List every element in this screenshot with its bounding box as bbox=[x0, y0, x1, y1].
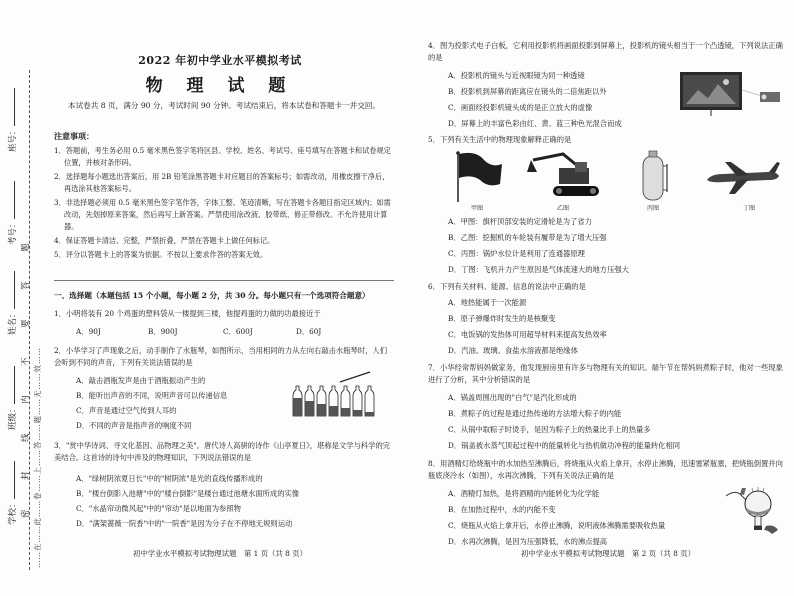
q3-option-d: D．"满架蔷薇一院香"中的"一院香"是因为分子在不停地无规则运动 bbox=[76, 519, 293, 528]
seal-word: 要 bbox=[21, 318, 31, 328]
q5-option-d: D．丁图：飞机升力产生原因是气体流速大的地方压强大 bbox=[448, 265, 629, 274]
q6-option-c: C．电饭锅的发热体可用超导材料来提高发热效率 bbox=[448, 330, 607, 339]
q2-option-b: B．能听出声音的不同，说明声音可以传递信息 bbox=[76, 391, 228, 400]
boiler-gauge-figure bbox=[633, 150, 673, 202]
binding-top-label: ……在……此……卷……上……答……题……无……效…… bbox=[33, 347, 42, 568]
page-2-footer: 初中学业水平模拟考试物理试题 第 2 页（共 8 页） bbox=[520, 549, 695, 558]
seal-word: 内 bbox=[21, 394, 31, 404]
figure-caption-yi: 乙图 bbox=[556, 205, 569, 212]
field-name: 姓名： bbox=[6, 271, 18, 335]
notice-heading: 注意事项： bbox=[54, 131, 94, 141]
question-4-stem: 4．图为投影式电子白板，它利用投影机将画面投影到屏幕上，投影机的镜头相当于一个凸透镜，下列说法正确的是 bbox=[428, 41, 783, 62]
q4-option-a: A．投影机的镜头与近视眼镜为同一种透镜 bbox=[448, 71, 585, 80]
seal-word: 线 bbox=[21, 432, 31, 442]
q7-option-b: B．煮粽子的过程是通过热传递的方法增大粽子的内能 bbox=[448, 409, 622, 418]
notice-item: 1．答题前，考生务必用 0.5 毫米黑色签字笔将区县、学校、姓名、考试号、座号填写在答题卡和试卷规定位置，并核对条形码。 bbox=[54, 146, 391, 167]
exam-intro: 本试卷共 8 页，满分 90 分，考试时间 90 分钟。考试结束后，将本试卷和答题卡一并交回。 bbox=[68, 101, 381, 110]
q1-option-d: D．60J bbox=[296, 327, 322, 336]
exam-title: 2022 年初中学业水平模拟考试 bbox=[138, 54, 302, 67]
seal-word: 封 bbox=[21, 470, 31, 480]
q5-option-c: C．丙图：锅炉水位计是利用了连通器原理 bbox=[448, 249, 585, 258]
notice-item: 3．非选择题必须用 0.5 毫米黑色签字笔作答，字体工整、笔迹清晰，写在答题卡各题目指定区域内；如需改动，先划掉原来答案，然后再写上新答案。严禁使用涂改液、胶带纸、修正带修改。不允许使用计算器。 bbox=[54, 198, 391, 231]
notice-item: 2．选择题每小题选出答案后，用 2B 铅笔涂黑答题卡对应题目的答案标号；如需改动，用橡皮擦干净后，再选涂其他答案标号。 bbox=[54, 172, 390, 193]
section-heading: 一、选择题（本题包括 15 个小题，每小题 2 分，共 30 分。每小题只有一个选项符合题意） bbox=[54, 291, 370, 300]
notice-list bbox=[54, 145, 394, 263]
q8-option-b: B．在加热过程中，水的内能不变 bbox=[448, 505, 556, 514]
projector-whiteboard-figure bbox=[678, 70, 783, 118]
q6-option-b: B．原子弹爆炸时发生的是核聚变 bbox=[448, 314, 556, 323]
q8-option-a: A．酒精灯加热，是将酒精的内能转化为化学能 bbox=[448, 489, 600, 498]
page-1 bbox=[40, 0, 400, 596]
excavator-figure bbox=[523, 150, 603, 202]
seal-word: 密 bbox=[21, 508, 31, 518]
airplane-figure bbox=[703, 158, 781, 198]
inverted-flask-figure bbox=[720, 486, 782, 536]
figure-caption-bing: 丙图 bbox=[646, 205, 659, 212]
q8-option-d: D．水再次沸腾，是因为压强降低，水的沸点提高 bbox=[448, 537, 608, 546]
notice-item: 5．评分以答题卡上的答案为依据。不按以上要求作答的答案无效。 bbox=[54, 250, 268, 259]
q3-option-c: C．"水晶帘动微风起"中的"帘动"是以地面为参照物 bbox=[76, 504, 241, 513]
q2-option-c: C．声音是通过空气传到人耳的 bbox=[76, 406, 177, 415]
q3-option-b: B．"楼台倒影入池塘"中的"楼台倒影"是楼台通过池塘水面所成的实像 bbox=[76, 489, 300, 498]
q6-option-d: D．汽油、玻璃、食盐水溶液都是绝缘体 bbox=[448, 346, 578, 355]
q7-option-d: D．锅盖被水蒸气顶起过程中的能量转化与热机做功冲程的能量转化相同 bbox=[448, 441, 681, 450]
q2-option-a: A．敲击酒瓶发声是由于酒瓶振动产生的 bbox=[76, 376, 206, 385]
q8-option-c: C．烧瓶从火焰上拿开后，水停止沸腾，说明液体沸腾需要吸收热量 bbox=[448, 521, 666, 530]
q5-option-a: A．甲图：旗杆顶部安装的定滑轮是为了省力 bbox=[448, 217, 592, 226]
q7-option-a: A．锅盖周围出现的"白气"是汽化形成的 bbox=[448, 393, 577, 402]
figure-caption-jia: 甲图 bbox=[470, 205, 483, 212]
q2-option-d: D．不同的声音是指声音的响度不同 bbox=[76, 421, 192, 430]
seal-word: 不 bbox=[21, 356, 31, 366]
page-1-footer: 初中学业水平模拟考试物理试题 第 1 页（共 8 页） bbox=[132, 549, 307, 558]
question-5-stem: 5．下列有关生活中的物理现象解释正确的是 bbox=[428, 135, 572, 144]
question-8-stem: 8．用酒精灯给烧瓶中的水加热至沸腾后，将烧瓶从火焰上拿开，水停止沸腾，迅速塞紧瓶塞，把烧瓶倒置并向瓶底浇冷水（如图），水再次沸腾，下列有关说法正确的是 bbox=[428, 459, 783, 480]
page-2 bbox=[428, 0, 788, 596]
question-3-stem: 3．"赏中华诗词、寻文化基因、品物理之美"。唐代诗人高骈的诗作《山亭夏日》，堪称是文学与科学的完美结合。这首诗的诗句中涉及的物理知识，下列说法错误的是 bbox=[54, 441, 391, 462]
q4-option-b: B．投影机到屏幕的距离应在镜头的二倍焦距以外 bbox=[448, 87, 607, 96]
flagpole-figure bbox=[448, 150, 506, 202]
question-1-stem: 1．小明将装有 20 个鸡蛋的塑料袋从一楼提到三楼，他提鸡蛋的力做的功最接近于 bbox=[54, 309, 321, 318]
q4-option-c: C．画面经投影机镜头成的是正立放大的虚像 bbox=[448, 103, 593, 112]
section-divider bbox=[54, 280, 394, 281]
q1-option-b: B．900J bbox=[148, 327, 178, 336]
water-bottles-figure bbox=[290, 370, 390, 420]
figure-caption-ding: 丁图 bbox=[742, 205, 755, 212]
field-class: 班级： bbox=[6, 366, 18, 430]
q4-option-d: D．屏幕上的丰富色彩由红、黄、蓝三种色光混合而成 bbox=[448, 119, 622, 128]
binding-margin bbox=[2, 70, 42, 570]
q1-option-a: A．90J bbox=[76, 327, 101, 336]
q6-option-a: A．地热能属于一次能源 bbox=[448, 298, 527, 307]
field-exam-number: 考号： bbox=[6, 181, 18, 245]
seal-word: 题 bbox=[21, 242, 31, 252]
q3-option-a: A．"绿树阴浓夏日长"中的"树阴浓"是光的直线传播形成的 bbox=[76, 474, 263, 483]
seal-word: 答 bbox=[21, 280, 31, 290]
field-seat: 座号： bbox=[6, 88, 18, 152]
question-7-stem: 7．小华经常帮妈妈做家务，他发现厨房里有许多与物理有关的知识。端午节在帮妈妈煮粽子时，他对一些现象进行了分析，其中分析错误的是 bbox=[428, 363, 783, 384]
question-6-stem: 6．下列有关材料、能源、信息的说法中正确的是 bbox=[428, 282, 586, 291]
q7-option-c: C．从锅中取粽子时烫手，是因为粽子上的热量比手上的热量多 bbox=[448, 425, 651, 434]
question-2-stem: 2．小华学习了声现象之后，动手制作了水瓶琴，如图所示，当用相同的力从左向右敲击水瓶琴时，人们会听到不同的声音，下列有关说法错误的是 bbox=[54, 346, 387, 367]
notice-item: 4．保证答题卡清洁、完整，严禁折叠，严禁在答题卡上做任何标记。 bbox=[54, 236, 275, 245]
subject-title: 物 理 试 题 bbox=[145, 76, 295, 96]
field-school: 学校： bbox=[6, 461, 18, 525]
q1-option-c: C．600J bbox=[223, 327, 253, 336]
q5-option-b: B．乙图：挖掘机的车轮装有履带是为了增大压强 bbox=[448, 233, 607, 242]
